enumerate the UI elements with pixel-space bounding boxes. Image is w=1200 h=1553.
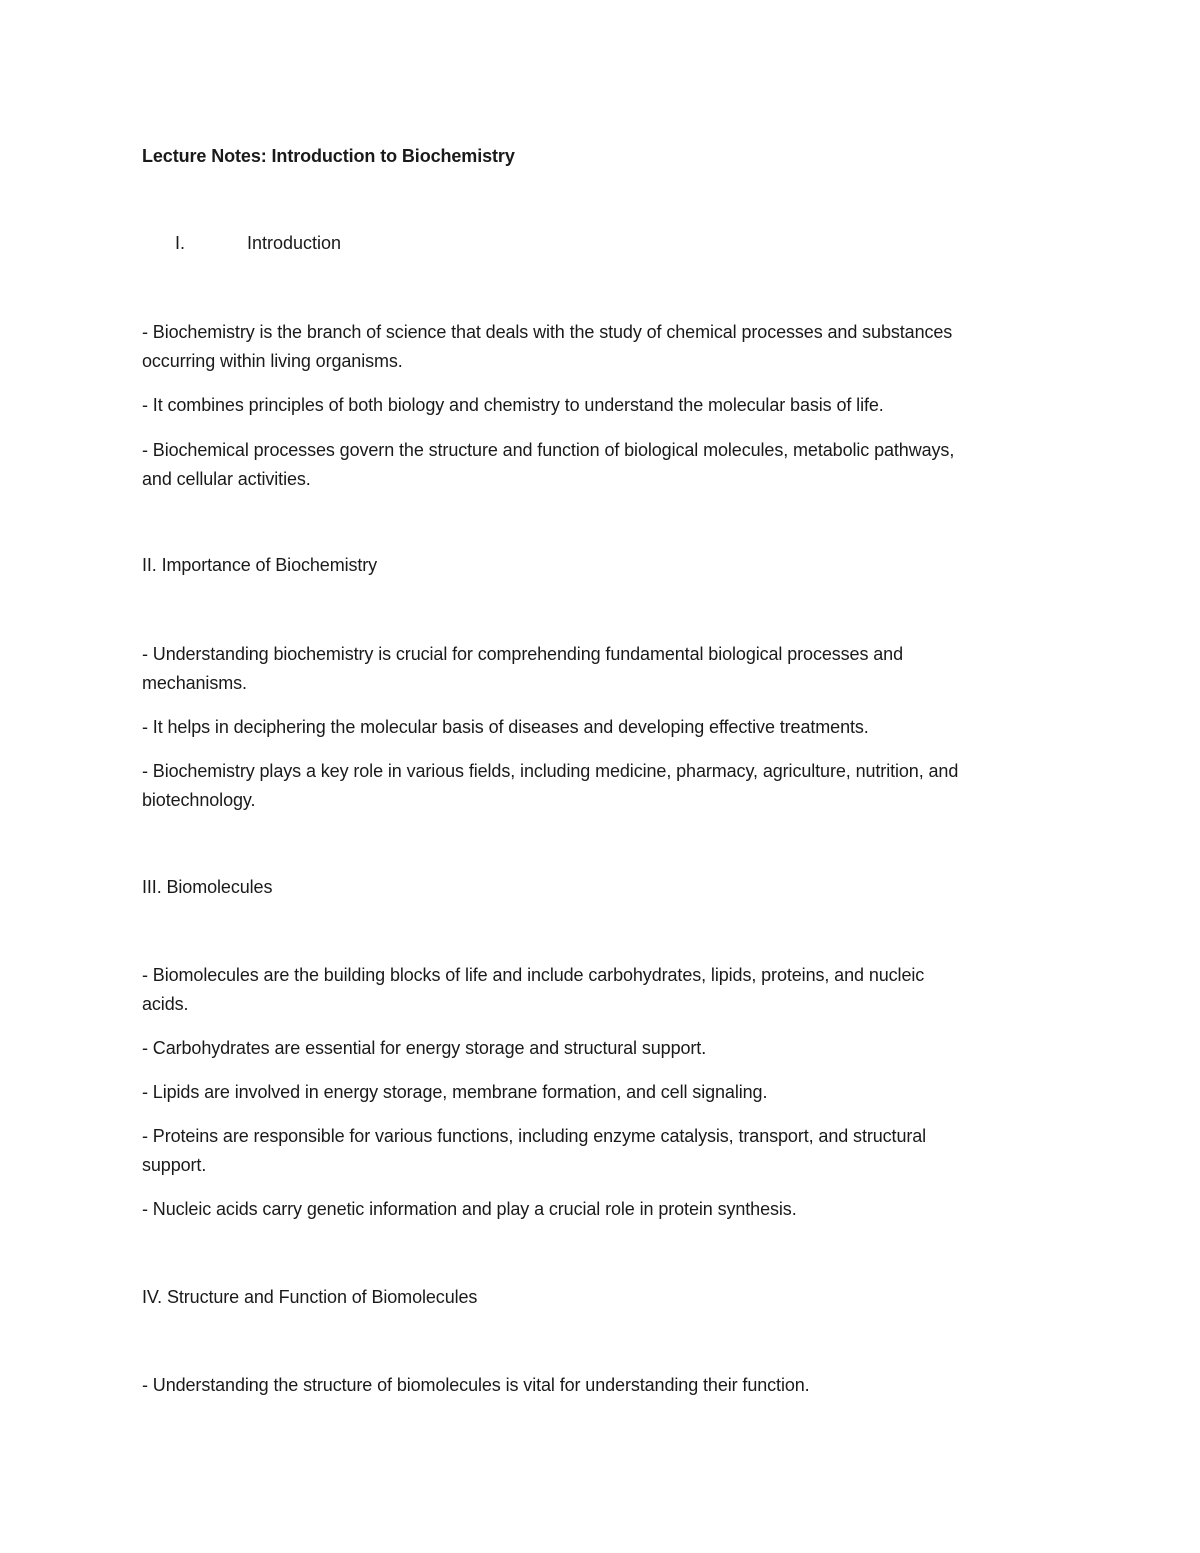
section-2-bullet-3-line-1: - Biochemistry plays a key role in various fields, including medicine, pharmacy, agriculture, nutrition, and [142,761,959,781]
section-4-heading: IV. Structure and Function of Biomolecules [142,1287,478,1307]
section-1-bullet-1-line-1: - Biochemistry is the branch of science that deals with the study of chemical processes and substances [142,322,953,342]
section-1-bullet-1-line-2: occurring within living organisms. [142,351,403,371]
section-1-bullet-3-line-2: and cellular activities. [142,469,311,489]
section-3-bullet-1-line-2: acids. [142,994,189,1014]
section-2-bullet-1-line-2: mechanisms. [142,673,247,693]
section-1-bullet-2: - It combines principles of both biology and chemistry to understand the molecular basis of life. [142,395,884,415]
section-2-bullet-3-line-2: biotechnology. [142,790,256,810]
section-3-bullet-2: - Carbohydrates are essential for energy storage and structural support. [142,1038,707,1058]
section-2-bullet-2: - It helps in deciphering the molecular basis of diseases and developing effective treatments. [142,717,869,737]
section-3-heading: III. Biomolecules [142,877,273,897]
section-3-bullet-3: - Lipids are involved in energy storage, membrane formation, and cell signaling. [142,1082,768,1102]
section-2-heading: II. Importance of Biochemistry [142,555,378,575]
section-1-heading: Introduction [247,233,342,253]
section-3-bullet-4-line-2: support. [142,1155,207,1175]
section-3-bullet-5: - Nucleic acids carry genetic information and play a crucial role in protein synthesis. [142,1199,797,1219]
section-3-bullet-1-line-1: - Biomolecules are the building blocks of life and include carbohydrates, lipids, proteins, and nucleic [142,965,925,985]
section-3-bullet-4-line-1: - Proteins are responsible for various functions, including enzyme catalysis, transport, and structural [142,1126,927,1146]
section-1-number: I. [175,233,186,253]
page-title: Lecture Notes: Introduction to Biochemistry [142,146,515,166]
section-4-bullet-1: - Understanding the structure of biomolecules is vital for understanding their function. [142,1375,810,1395]
section-1-bullet-3-line-1: - Biochemical processes govern the structure and function of biological molecules, metabolic pathways, [142,440,955,460]
section-2-bullet-1-line-1: - Understanding biochemistry is crucial for comprehending fundamental biological processes and [142,644,904,664]
